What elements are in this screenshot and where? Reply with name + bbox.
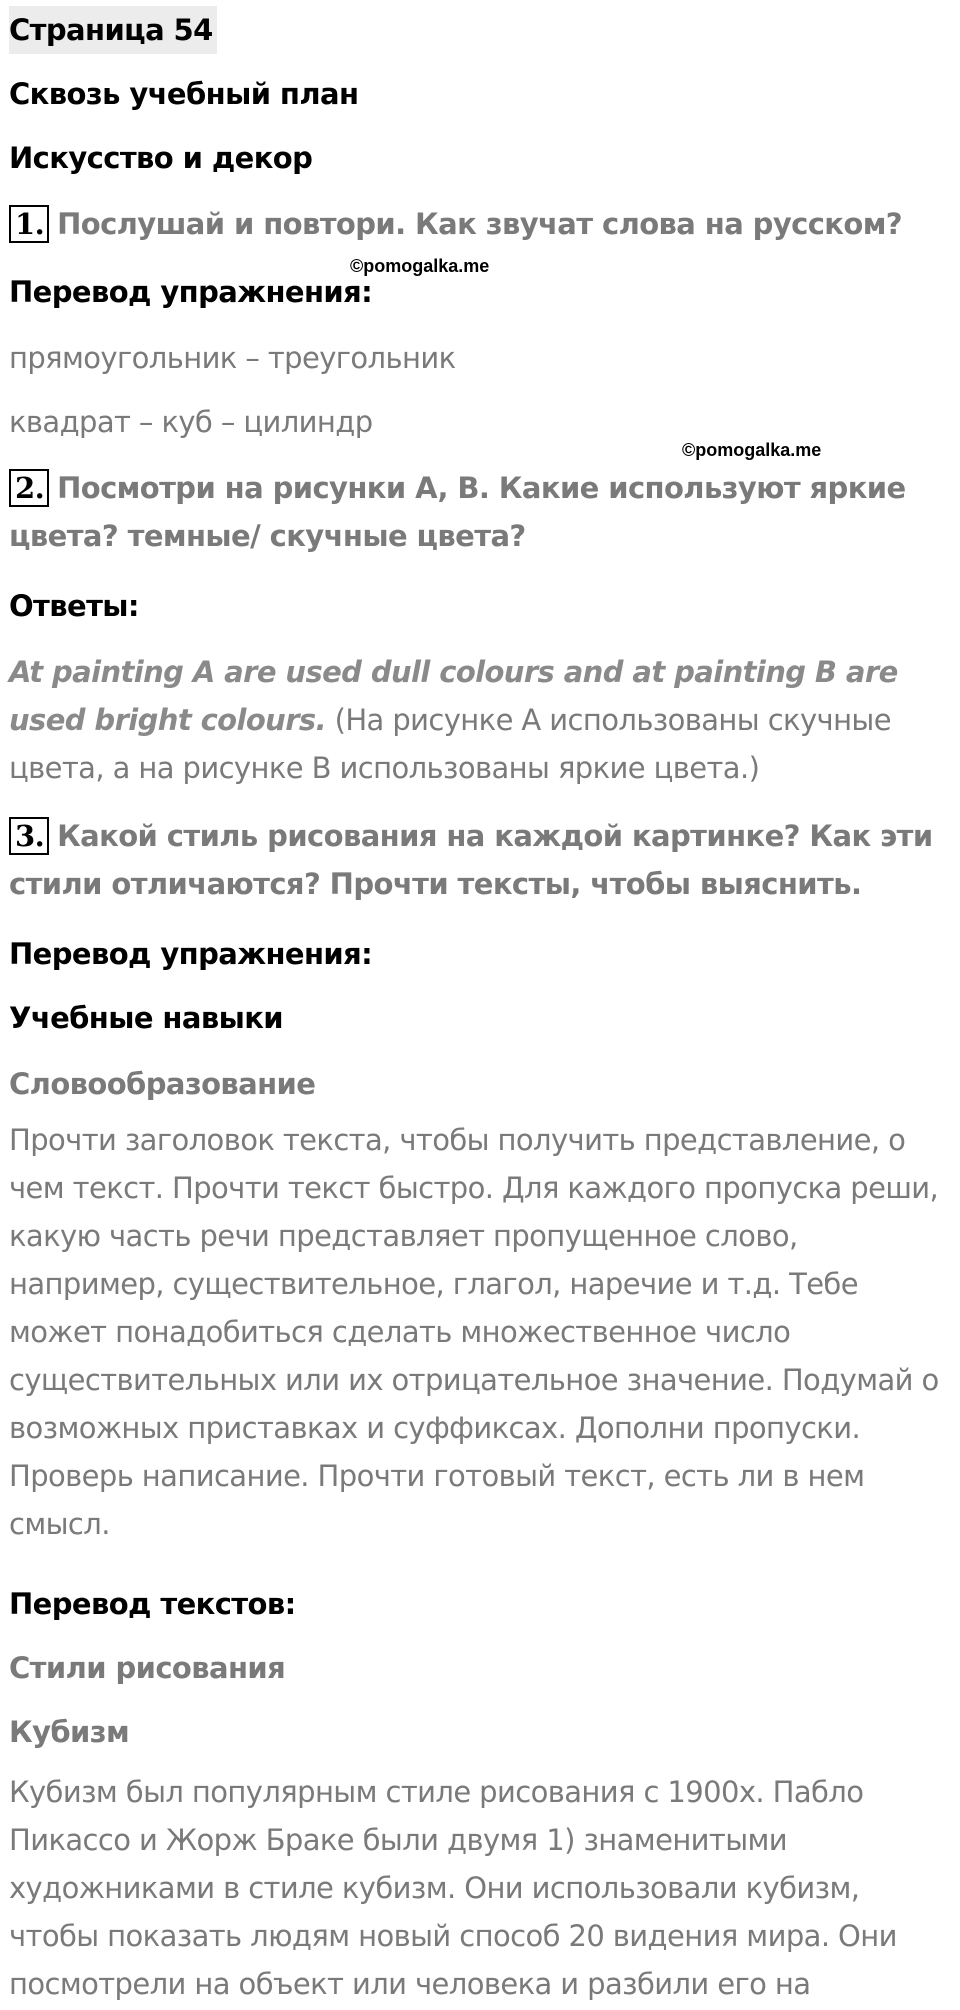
answer-paragraph — [9, 648, 950, 792]
watermark: ©pomogalka.me — [350, 256, 490, 276]
exercise-text: Какой стиль рисования на каждой картинке? Как эти стили отличаются? Прочти тексты, чтобы выяснить. — [9, 819, 933, 901]
page-title-row — [9, 6, 950, 54]
word-line-2: квадрат – куб – цилиндр — [9, 405, 373, 439]
translation-heading: Перевод упражнения: — [9, 275, 373, 309]
word-formation-text: Прочти заголовок текста, чтобы получить представление, о чем текст. Прочти текст быстро. Для каждого пропуска реши, какую часть речи представляет пропущенное слово, например, существительное, глагол, наречие и т.д. Тебе может понадобиться сделать множественное число существительных или их отрицательное значение. Подумай о возможных приставках и суффиксах. Дополни пропуски. Проверь написание. Прочти готовый текст, есть ли в нем смысл. — [9, 1123, 939, 1541]
page-title: Страница 54 — [9, 6, 217, 54]
exercise-3 — [9, 812, 950, 908]
cubism-heading: Кубизм — [9, 1715, 130, 1749]
styles-heading: Стили рисования — [9, 1651, 286, 1685]
exercise-number: 3. — [9, 817, 49, 855]
section-title: Сквозь учебный план — [9, 77, 359, 111]
topic-title: Искусство и декор — [9, 141, 313, 175]
exercise-number: 1. — [9, 205, 49, 243]
study-skills-heading: Учебные навыки — [9, 1001, 283, 1035]
answers-heading: Ответы: — [9, 589, 139, 623]
word-formation-heading: Словообразование — [9, 1067, 316, 1101]
word-line-1: прямоугольник – треугольник — [9, 341, 456, 375]
answer-russian: (На рисунке А использованы скучные цвета, а на рисунке В использованы яркие цвета.) — [9, 703, 891, 785]
exercise-text: Послушай и повтори. Как звучат слова на русском? — [57, 207, 903, 241]
exercise-number: 2. — [9, 469, 49, 507]
exercise-text: Посмотри на рисунки A, B. Какие используют яркие цвета? темные/ скучные цвета? — [9, 471, 906, 553]
exercise-1 — [9, 200, 950, 248]
exercise-2 — [9, 464, 950, 560]
answer-english: At painting A are used dull colours and at painting B are used bright colours. — [9, 655, 898, 737]
watermark: ©pomogalka.me — [682, 440, 822, 460]
translation-heading: Перевод упражнения: — [9, 937, 373, 971]
cubism-text: Кубизм был популярным стиле рисования с 1900х. Пабло Пикассо и Жорж Браке были двумя 1) знаменитыми художниками в стиле кубизм. Они использовали кубизм, чтобы показать людям новый способ 20 видения мира. Они посмотрели на объект или человека и разбили его на — [9, 1775, 897, 2001]
texts-translation-heading: Перевод текстов: — [9, 1587, 296, 1621]
